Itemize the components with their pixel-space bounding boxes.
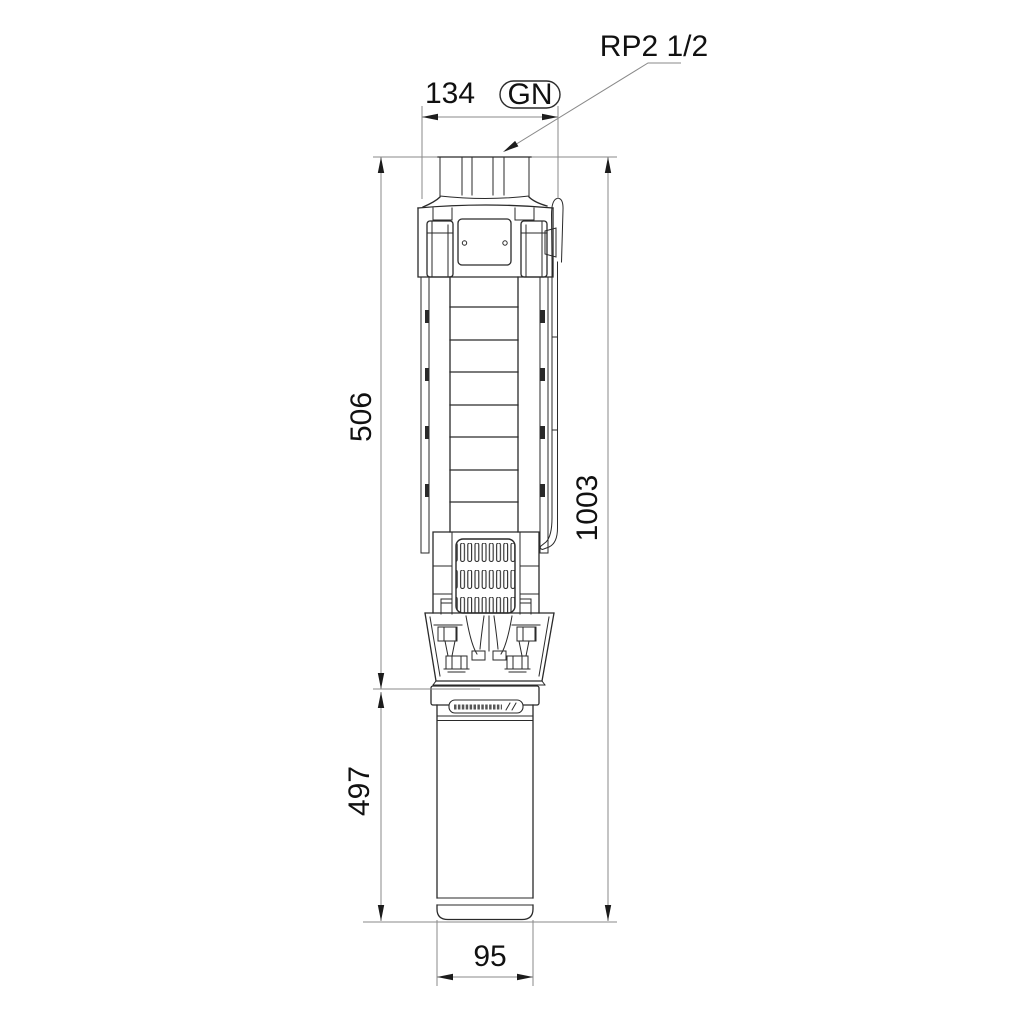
strap-weld-ticks bbox=[425, 310, 545, 497]
strap-tick bbox=[425, 368, 430, 381]
arrowhead-up bbox=[378, 692, 384, 708]
strap-tick bbox=[541, 368, 546, 381]
strap-tick bbox=[425, 484, 430, 497]
strap-tick bbox=[541, 484, 546, 497]
strap-tick bbox=[541, 426, 546, 439]
motor-bracket bbox=[425, 613, 554, 685]
bracket-bolts bbox=[434, 625, 540, 672]
leader-arrowhead bbox=[503, 141, 518, 152]
head-notches bbox=[433, 208, 534, 220]
motor-diameter-label: 95 bbox=[473, 940, 507, 973]
strap-tick bbox=[541, 310, 546, 323]
cable-guard-bottom-clip bbox=[540, 518, 557, 550]
motor-length-label: 497 bbox=[343, 765, 376, 817]
arrowhead-left bbox=[422, 114, 438, 120]
strap-tick bbox=[425, 310, 430, 323]
arrowhead-right bbox=[517, 974, 533, 980]
suction-strainer-section bbox=[433, 532, 539, 614]
pump-outline bbox=[418, 157, 563, 920]
arrowhead-down bbox=[605, 905, 611, 921]
thread-grooves bbox=[440, 157, 529, 199]
connection-code-label: GN bbox=[507, 78, 553, 111]
motor-bottom-cap bbox=[437, 905, 533, 920]
arrowhead-up bbox=[605, 157, 611, 173]
pump-length-label: 506 bbox=[345, 391, 378, 443]
arrowhead-left bbox=[437, 974, 453, 980]
dimension-motor-length bbox=[343, 692, 384, 921]
bolt-right bbox=[512, 625, 540, 656]
arrowhead-right bbox=[542, 114, 558, 120]
arrowhead-up bbox=[378, 157, 384, 173]
total-length-label: 1003 bbox=[571, 474, 604, 542]
pump-head bbox=[418, 205, 553, 277]
discharge-thread-connection bbox=[423, 157, 547, 207]
nut-right bbox=[505, 656, 530, 672]
motor-top-seams bbox=[437, 716, 533, 721]
stage-lines bbox=[450, 307, 518, 502]
arrowhead-down bbox=[378, 673, 384, 689]
arrowhead-down bbox=[378, 905, 384, 921]
rib-foot-left bbox=[472, 651, 485, 660]
bolt-left bbox=[434, 625, 462, 656]
dimension-top-width bbox=[422, 77, 560, 199]
suction-strainer bbox=[456, 539, 515, 613]
motor-bottom-seams bbox=[437, 898, 533, 905]
strap-clamp-right bbox=[521, 221, 547, 277]
head-top-edge bbox=[418, 205, 553, 208]
rib-foot-right bbox=[493, 651, 506, 660]
strap-clamp-left bbox=[427, 221, 453, 277]
strap-clamp-right-detail bbox=[521, 221, 547, 277]
top-width-label: 134 bbox=[424, 77, 476, 110]
motor-body-sides bbox=[437, 705, 533, 898]
cable-guard-rails bbox=[552, 262, 558, 518]
motor bbox=[431, 686, 539, 920]
strap-tick bbox=[425, 426, 430, 439]
nut-left bbox=[444, 656, 469, 672]
thread-connection-label: RP2 1/2 bbox=[599, 30, 709, 63]
bracket-ribs bbox=[466, 616, 512, 654]
strap-clamp-left-detail bbox=[427, 221, 453, 277]
extension-lines-134 bbox=[422, 106, 558, 199]
dimension-motor-diameter bbox=[437, 920, 533, 986]
chamber-stack bbox=[421, 277, 548, 553]
